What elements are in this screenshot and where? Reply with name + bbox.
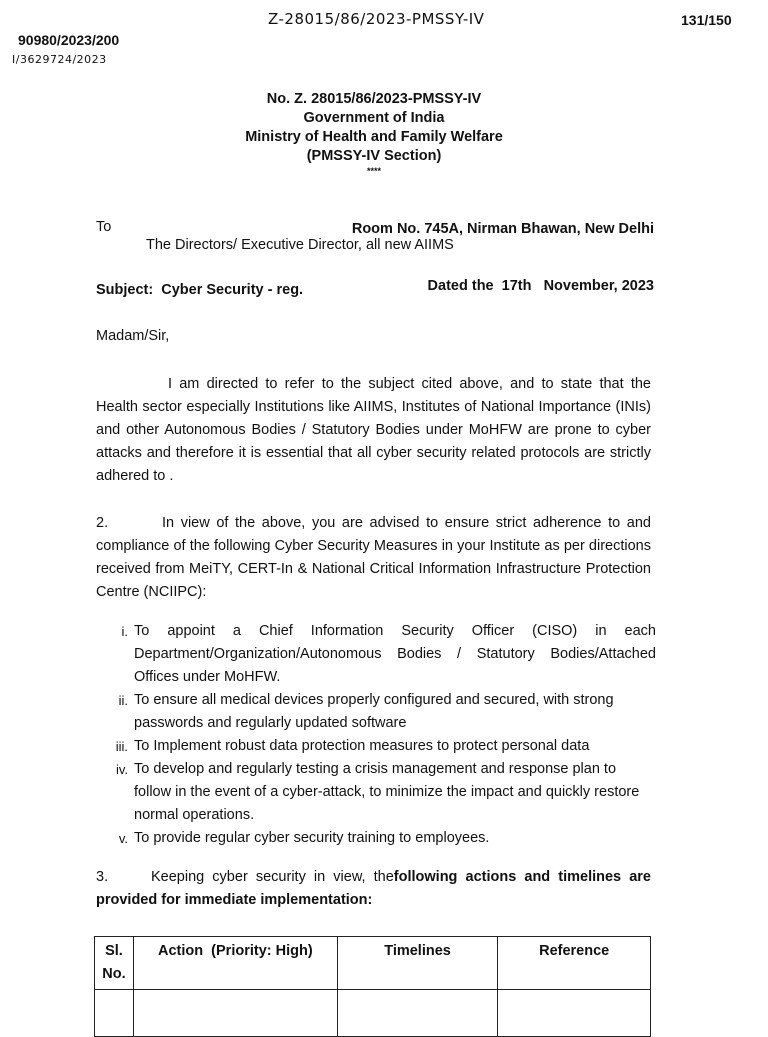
list-item — [96, 620, 656, 689]
letterhead — [200, 90, 548, 176]
table-cell — [498, 990, 651, 1037]
table-header-timelines: Timelines — [337, 937, 498, 990]
to-label: To — [96, 219, 112, 235]
list-item — [96, 827, 656, 850]
list-item — [96, 758, 656, 827]
table-header-sl-no: Sl. No. — [95, 937, 134, 990]
paragraph-3-bold: following actions and timelines are provided for immediate implementation: — [96, 869, 651, 908]
list-item-number: v. — [118, 831, 128, 846]
table-cell — [337, 990, 498, 1037]
paragraph-2-number: 2. — [96, 515, 109, 531]
table-header-action: Action (Priority: High) — [133, 937, 337, 990]
list-item — [96, 689, 656, 735]
paragraph-3 — [96, 866, 651, 912]
table-header-reference: Reference — [498, 937, 651, 990]
government-name: Government of India — [303, 110, 445, 126]
office-address: Room No. 745A, Nirman Bhawan, New Delhi — [351, 221, 654, 237]
list-item-number: i. — [121, 624, 128, 639]
salutation: Madam/Sir, — [96, 328, 170, 344]
letter-number: No. Z. 28015/86/2023-PMSSY-IV — [266, 91, 482, 107]
table-row — [95, 990, 651, 1037]
list-item-number: iv. — [115, 762, 128, 777]
paragraph-3-number: 3. — [96, 869, 109, 885]
paragraph-2 — [96, 512, 651, 604]
paragraph-2-text: In view of the above, you are advised to ensure strict adherence to and compliance of the following Cyber Security Measures in your Institute as per directions received from MeiTY, CERT-In & National Critical Information Infrastructure Protection Centre (NCIIPC): — [96, 515, 651, 600]
list-item-number: ii. — [118, 693, 128, 708]
table-cell — [133, 990, 337, 1037]
diary-number: 90980/2023/200 — [18, 32, 120, 48]
list-item-number: iii. — [115, 739, 128, 754]
list-item-text: To provide regular cyber security training to employees. — [134, 830, 490, 846]
ministry-name: Ministry of Health and Family Welfare — [245, 129, 503, 145]
stars-divider: **** — [366, 166, 381, 176]
action-table — [94, 936, 651, 1037]
list-item — [96, 735, 656, 758]
measures-list — [96, 620, 656, 850]
list-item-text: To Implement robust data protection measures to protect personal data — [134, 738, 590, 754]
file-reference: Z-28015/86/2023-PMSSY-IV — [268, 10, 485, 28]
letter-date: Dated the 17th November, 2023 — [427, 278, 654, 294]
section-name: (PMSSY-IV Section) — [306, 148, 442, 164]
list-item-text: To appoint a Chief Information Security Officer (CISO) in each Department/Organization/Autonomous Bodies / Statutory Bodies/Attached Offices under MoHFW. — [134, 623, 656, 685]
paragraph-3-lead: Keeping cyber security in view, the — [151, 869, 394, 885]
table-cell — [95, 990, 134, 1037]
paragraph-1: I am directed to refer to the subject cited above, and to state that the Health sector especially Institutions like AIIMS, Institutes of National Importance (INIs) and other Autonomous Bodies / Statutory Bodies under MoHFW are prone to cyber attacks and therefore it is essential that all cyber security related protocols are strictly adhered to . — [96, 376, 651, 484]
list-item-text: To ensure all medical devices properly configured and secured, with strong passwords and regularly updated software — [134, 692, 614, 731]
subject-line: Subject: Cyber Security - reg. — [96, 282, 304, 298]
table-header-row — [95, 937, 651, 990]
receipt-number: I/3629724/2023 — [12, 53, 107, 66]
addressee-name: The Directors/ Executive Director, all new AIIMS — [146, 237, 454, 253]
list-item-text: To develop and regularly testing a crisis management and response plan to follow in the event of a cyber-attack, to minimize the impact and quickly restore normal operations. — [134, 761, 640, 823]
page-counter: 131/150 — [681, 12, 732, 28]
